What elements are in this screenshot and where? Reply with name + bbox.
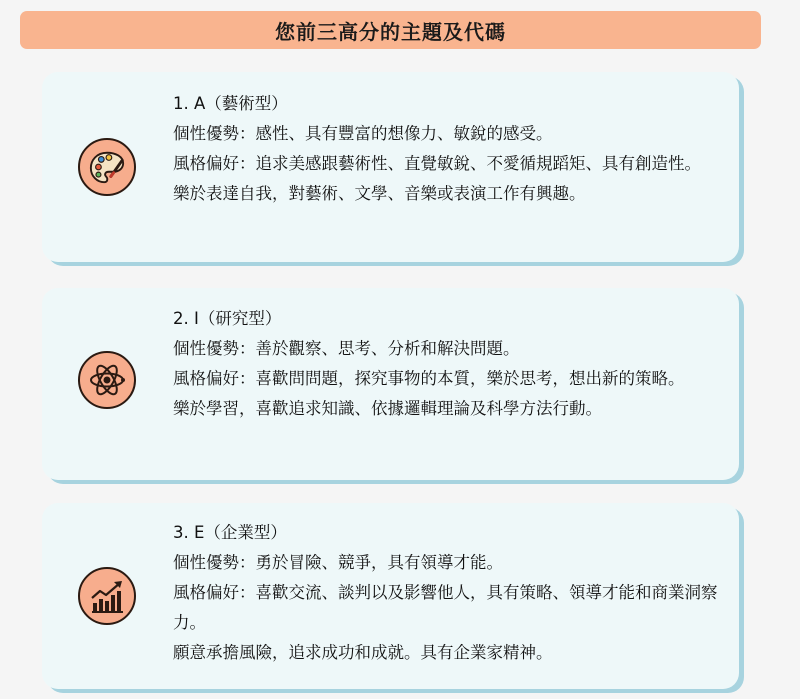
card-style: 風格偏好：追求美感跟藝術性、直覺敏銳、不愛循規蹈矩、具有創造性。 (173, 154, 701, 173)
card-body (173, 304, 723, 424)
card-style: 風格偏好：喜歡交流、談判以及影響他人，具有策略、領導才能和商業洞察力。 (173, 583, 718, 632)
growth-chart-icon (78, 567, 136, 625)
theme-card-investigative (42, 288, 739, 480)
card-interest: 樂於表達自我，對藝術、文學、音樂或表演工作有興趣。 (173, 184, 586, 203)
palette-icon (78, 138, 136, 196)
card-style: 風格偏好：喜歡問問題，探究事物的本質，樂於思考，想出新的策略。 (173, 369, 685, 388)
card-interest: 樂於學習，喜歡追求知識、依據邏輯理論及科學方法行動。 (173, 399, 602, 418)
section-header (20, 11, 761, 49)
card-strength: 個性優勢：感性、具有豐富的想像力、敏銳的感受。 (173, 124, 553, 143)
card-strength: 個性優勢：善於觀察、思考、分析和解決問題。 (173, 339, 520, 358)
card-body (173, 518, 723, 668)
atom-icon (78, 351, 136, 409)
card-body (173, 89, 723, 209)
theme-card-artistic (42, 72, 739, 262)
card-strength: 個性優勢：勇於冒險、競爭，具有領導才能。 (173, 553, 503, 572)
card-title: 3. E（企業型） (173, 523, 287, 542)
card-title: 1. A（藝術型） (173, 94, 288, 113)
card-interest: 願意承擔風險，追求成功和成就。具有企業家精神。 (173, 643, 553, 662)
theme-card-enterprising (42, 503, 739, 689)
section-title: 您前三高分的主題及代碼 (275, 19, 506, 44)
card-title: 2. I（研究型） (173, 309, 282, 328)
